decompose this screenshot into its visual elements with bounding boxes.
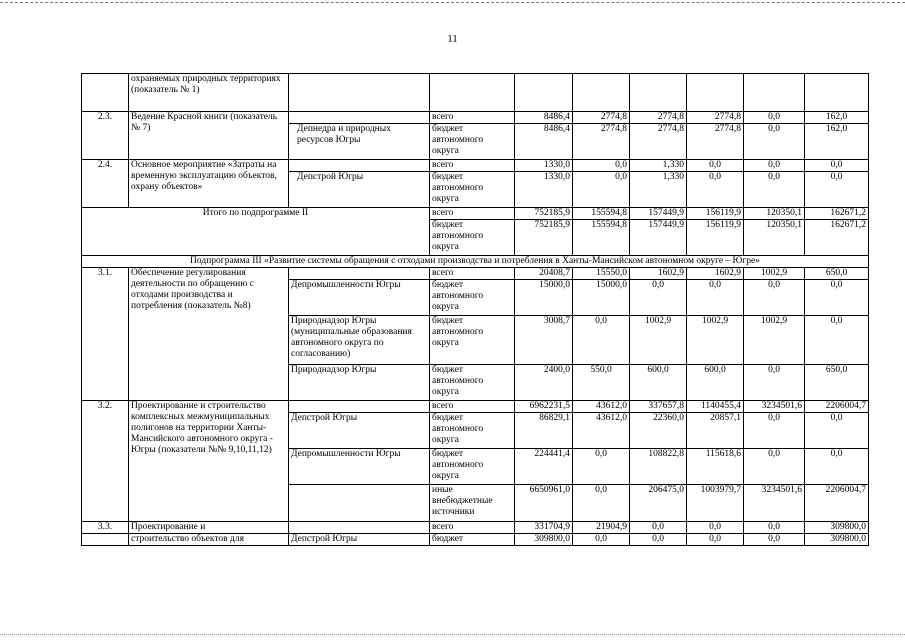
- value-cell: 0,0: [744, 280, 805, 316]
- subprogram-heading: Подпрограмма III «Развитие системы обращения с отходами производства и потребления в Ханты-Мансийском автономном округе – Югре»: [82, 256, 869, 268]
- value-cell: 8486,4: [515, 112, 573, 124]
- value-cell: 6650961,0: [515, 485, 573, 522]
- row-number: 3.3.: [82, 522, 129, 534]
- executor: Депстрой Югры: [289, 172, 430, 208]
- measure-name: Основное мероприятие «Затраты на временную эксплуатацию объектов, охрану объектов»: [129, 160, 289, 208]
- value-cell: 1002,9: [630, 316, 687, 365]
- row-number: 3.2.: [82, 401, 129, 522]
- funding-source: бюджет автономного округа: [430, 124, 515, 160]
- value-cell: 108822,8: [630, 449, 687, 485]
- page-number: 11: [447, 33, 458, 45]
- value-cell: 650,0: [805, 365, 869, 401]
- value-cell: 22360,0: [630, 413, 687, 449]
- value-cell: 3008,7: [515, 316, 573, 365]
- value-cell: 0,0: [744, 160, 805, 172]
- value-cell: 20857,1: [687, 413, 744, 449]
- value-cell: 2774,8: [573, 124, 630, 160]
- value-cell: 115618,6: [687, 449, 744, 485]
- top-scan-line: [0, 2, 905, 3]
- value-cell: 15000,0: [573, 280, 630, 316]
- value-cell: 0,0: [744, 172, 805, 208]
- value-cell: 1330,0: [515, 160, 573, 172]
- funding-source: бюджет автономного округа: [430, 365, 515, 401]
- value-cell: 600,0: [687, 365, 744, 401]
- executor: Природнадзор Югры: [289, 365, 430, 401]
- value-cell: 43612,0: [573, 413, 630, 449]
- value-cell: 0,0: [805, 449, 869, 485]
- measure-name: охраняемых природных территориях (показатель № 1): [129, 74, 289, 112]
- value-cell: 0,0: [687, 522, 744, 534]
- executor: Депромышленности Югры: [289, 280, 430, 316]
- executor: Депстрой Югры: [289, 413, 430, 449]
- value-cell: 3234501,6: [744, 485, 805, 522]
- value-cell: 0,0: [744, 449, 805, 485]
- value-cell: 1003979,7: [687, 485, 744, 522]
- value-cell: 120350,1: [744, 208, 805, 220]
- value-cell: 0,0: [573, 316, 630, 365]
- program-table: [81, 73, 869, 546]
- value-cell: 2774,8: [630, 112, 687, 124]
- value-cell: 0,0: [630, 280, 687, 316]
- value-cell: 550,0: [573, 365, 630, 401]
- value-cell: 309800,0: [805, 534, 869, 546]
- value-cell: 162671,2: [805, 208, 869, 220]
- value-cell: 1330,0: [515, 172, 573, 208]
- subtotal-label: Итого по подпрограмме II: [82, 208, 430, 256]
- table-row: [82, 208, 869, 220]
- value-cell: 156119,9: [687, 208, 744, 220]
- value-cell: 20408,7: [515, 268, 573, 280]
- value-cell: 6962231,5: [515, 401, 573, 413]
- measure-name: Ведение Красной книги (показатель № 7): [129, 112, 289, 160]
- measure-name: Проектирование и строительство комплексных межмуниципальных полигонов на территории Ханты-Мансийского автономного округа - Югры (показатели №№ 9,10,11,12): [129, 401, 289, 522]
- funding-source: иные внебюджетные источники: [430, 485, 515, 522]
- value-cell: 309800,0: [515, 534, 573, 546]
- value-cell: 15000,0: [515, 280, 573, 316]
- funding-source: всего: [430, 208, 515, 220]
- funding-source: всего: [430, 160, 515, 172]
- value-cell: 162671,2: [805, 220, 869, 256]
- funding-source: бюджет автономного округа: [430, 449, 515, 485]
- value-cell: 0,0: [687, 160, 744, 172]
- table-row: [82, 522, 869, 534]
- executor: Депнедра и природных ресурсов Югры: [289, 124, 430, 160]
- value-cell: 1,330: [630, 172, 687, 208]
- funding-source: бюджет автономного округа: [430, 280, 515, 316]
- value-cell: 1602,9: [687, 268, 744, 280]
- value-cell: 600,0: [630, 365, 687, 401]
- bottom-scan-line: [0, 634, 905, 635]
- executor: Природнадзор Югры (муниципальные образования автономного округа по согласованию): [289, 316, 430, 365]
- value-cell: 2206004,7: [805, 401, 869, 413]
- value-cell: 1140455,4: [687, 401, 744, 413]
- table-row: [82, 112, 869, 124]
- value-cell: 0,0: [687, 534, 744, 546]
- value-cell: 0,0: [805, 172, 869, 208]
- table-row: [82, 160, 869, 172]
- value-cell: 2400,0: [515, 365, 573, 401]
- table-row: [82, 534, 869, 546]
- value-cell: 0,0: [805, 316, 869, 365]
- value-cell: 2774,8: [687, 124, 744, 160]
- value-cell: 1,330: [630, 160, 687, 172]
- funding-source: бюджет автономного округа: [430, 220, 515, 256]
- funding-source: бюджет автономного округа: [430, 172, 515, 208]
- value-cell: 0,0: [630, 522, 687, 534]
- row-number: 3.1.: [82, 268, 129, 401]
- table-row: [82, 401, 869, 413]
- value-cell: 156119,9: [687, 220, 744, 256]
- value-cell: 1602,9: [630, 268, 687, 280]
- value-cell: 1002,9: [687, 316, 744, 365]
- measure-name: Проектирование и: [129, 522, 289, 534]
- row-number: 2.3.: [82, 112, 129, 160]
- executor: Депромышленности Югры: [289, 449, 430, 485]
- value-cell: 650,0: [805, 268, 869, 280]
- value-cell: 0,0: [573, 160, 630, 172]
- value-cell: 2206004,7: [805, 485, 869, 522]
- value-cell: 162,0: [805, 124, 869, 160]
- value-cell: 0,0: [573, 534, 630, 546]
- value-cell: 120350,1: [744, 220, 805, 256]
- value-cell: 224441,4: [515, 449, 573, 485]
- measure-name: Обеспечение регулирования деятельности по обращению с отходами производства и потребления (показатель №8): [129, 268, 289, 401]
- value-cell: 0,0: [573, 485, 630, 522]
- value-cell: 0,0: [744, 413, 805, 449]
- value-cell: 0,0: [687, 172, 744, 208]
- value-cell: 155594,8: [573, 208, 630, 220]
- value-cell: 331704,9: [515, 522, 573, 534]
- value-cell: 309800,0: [805, 522, 869, 534]
- value-cell: 0,0: [805, 280, 869, 316]
- value-cell: 0,0: [630, 534, 687, 546]
- value-cell: 206475,0: [630, 485, 687, 522]
- measure-name: строительство объектов для: [129, 534, 289, 546]
- value-cell: 162,0: [805, 112, 869, 124]
- value-cell: 2774,8: [687, 112, 744, 124]
- funding-source: бюджет автономного округа: [430, 316, 515, 365]
- value-cell: 337657,8: [630, 401, 687, 413]
- funding-source: всего: [430, 268, 515, 280]
- value-cell: 15550,0: [573, 268, 630, 280]
- value-cell: 157449,9: [630, 220, 687, 256]
- funding-source: всего: [430, 401, 515, 413]
- funding-source: всего: [430, 112, 515, 124]
- value-cell: 1002,9: [744, 316, 805, 365]
- value-cell: 2774,8: [630, 124, 687, 160]
- funding-source: всего: [430, 522, 515, 534]
- value-cell: 0,0: [744, 124, 805, 160]
- value-cell: 86829,1: [515, 413, 573, 449]
- value-cell: 3234501,6: [744, 401, 805, 413]
- funding-source: бюджет автономного округа: [430, 413, 515, 449]
- value-cell: 0,0: [805, 160, 869, 172]
- row-number: 2.4.: [82, 160, 129, 208]
- value-cell: 0,0: [687, 280, 744, 316]
- value-cell: 752185,9: [515, 208, 573, 220]
- funding-source: бюджет: [430, 534, 515, 546]
- value-cell: 1002,9: [744, 268, 805, 280]
- value-cell: 752185,9: [515, 220, 573, 256]
- value-cell: 157449,9: [630, 208, 687, 220]
- table-row: [82, 74, 869, 112]
- value-cell: 0,0: [744, 112, 805, 124]
- value-cell: 0,0: [744, 534, 805, 546]
- value-cell: 155594,8: [573, 220, 630, 256]
- table-row: [82, 256, 869, 268]
- value-cell: 0,0: [573, 449, 630, 485]
- value-cell: 0,0: [573, 172, 630, 208]
- executor: Депстрой Югры: [289, 534, 430, 546]
- value-cell: 21904,9: [573, 522, 630, 534]
- value-cell: 8486,4: [515, 124, 573, 160]
- value-cell: 0,0: [744, 365, 805, 401]
- value-cell: 0,0: [744, 522, 805, 534]
- value-cell: 43612,0: [573, 401, 630, 413]
- value-cell: 0,0: [805, 413, 869, 449]
- value-cell: 2774,8: [573, 112, 630, 124]
- table-row: [82, 268, 869, 280]
